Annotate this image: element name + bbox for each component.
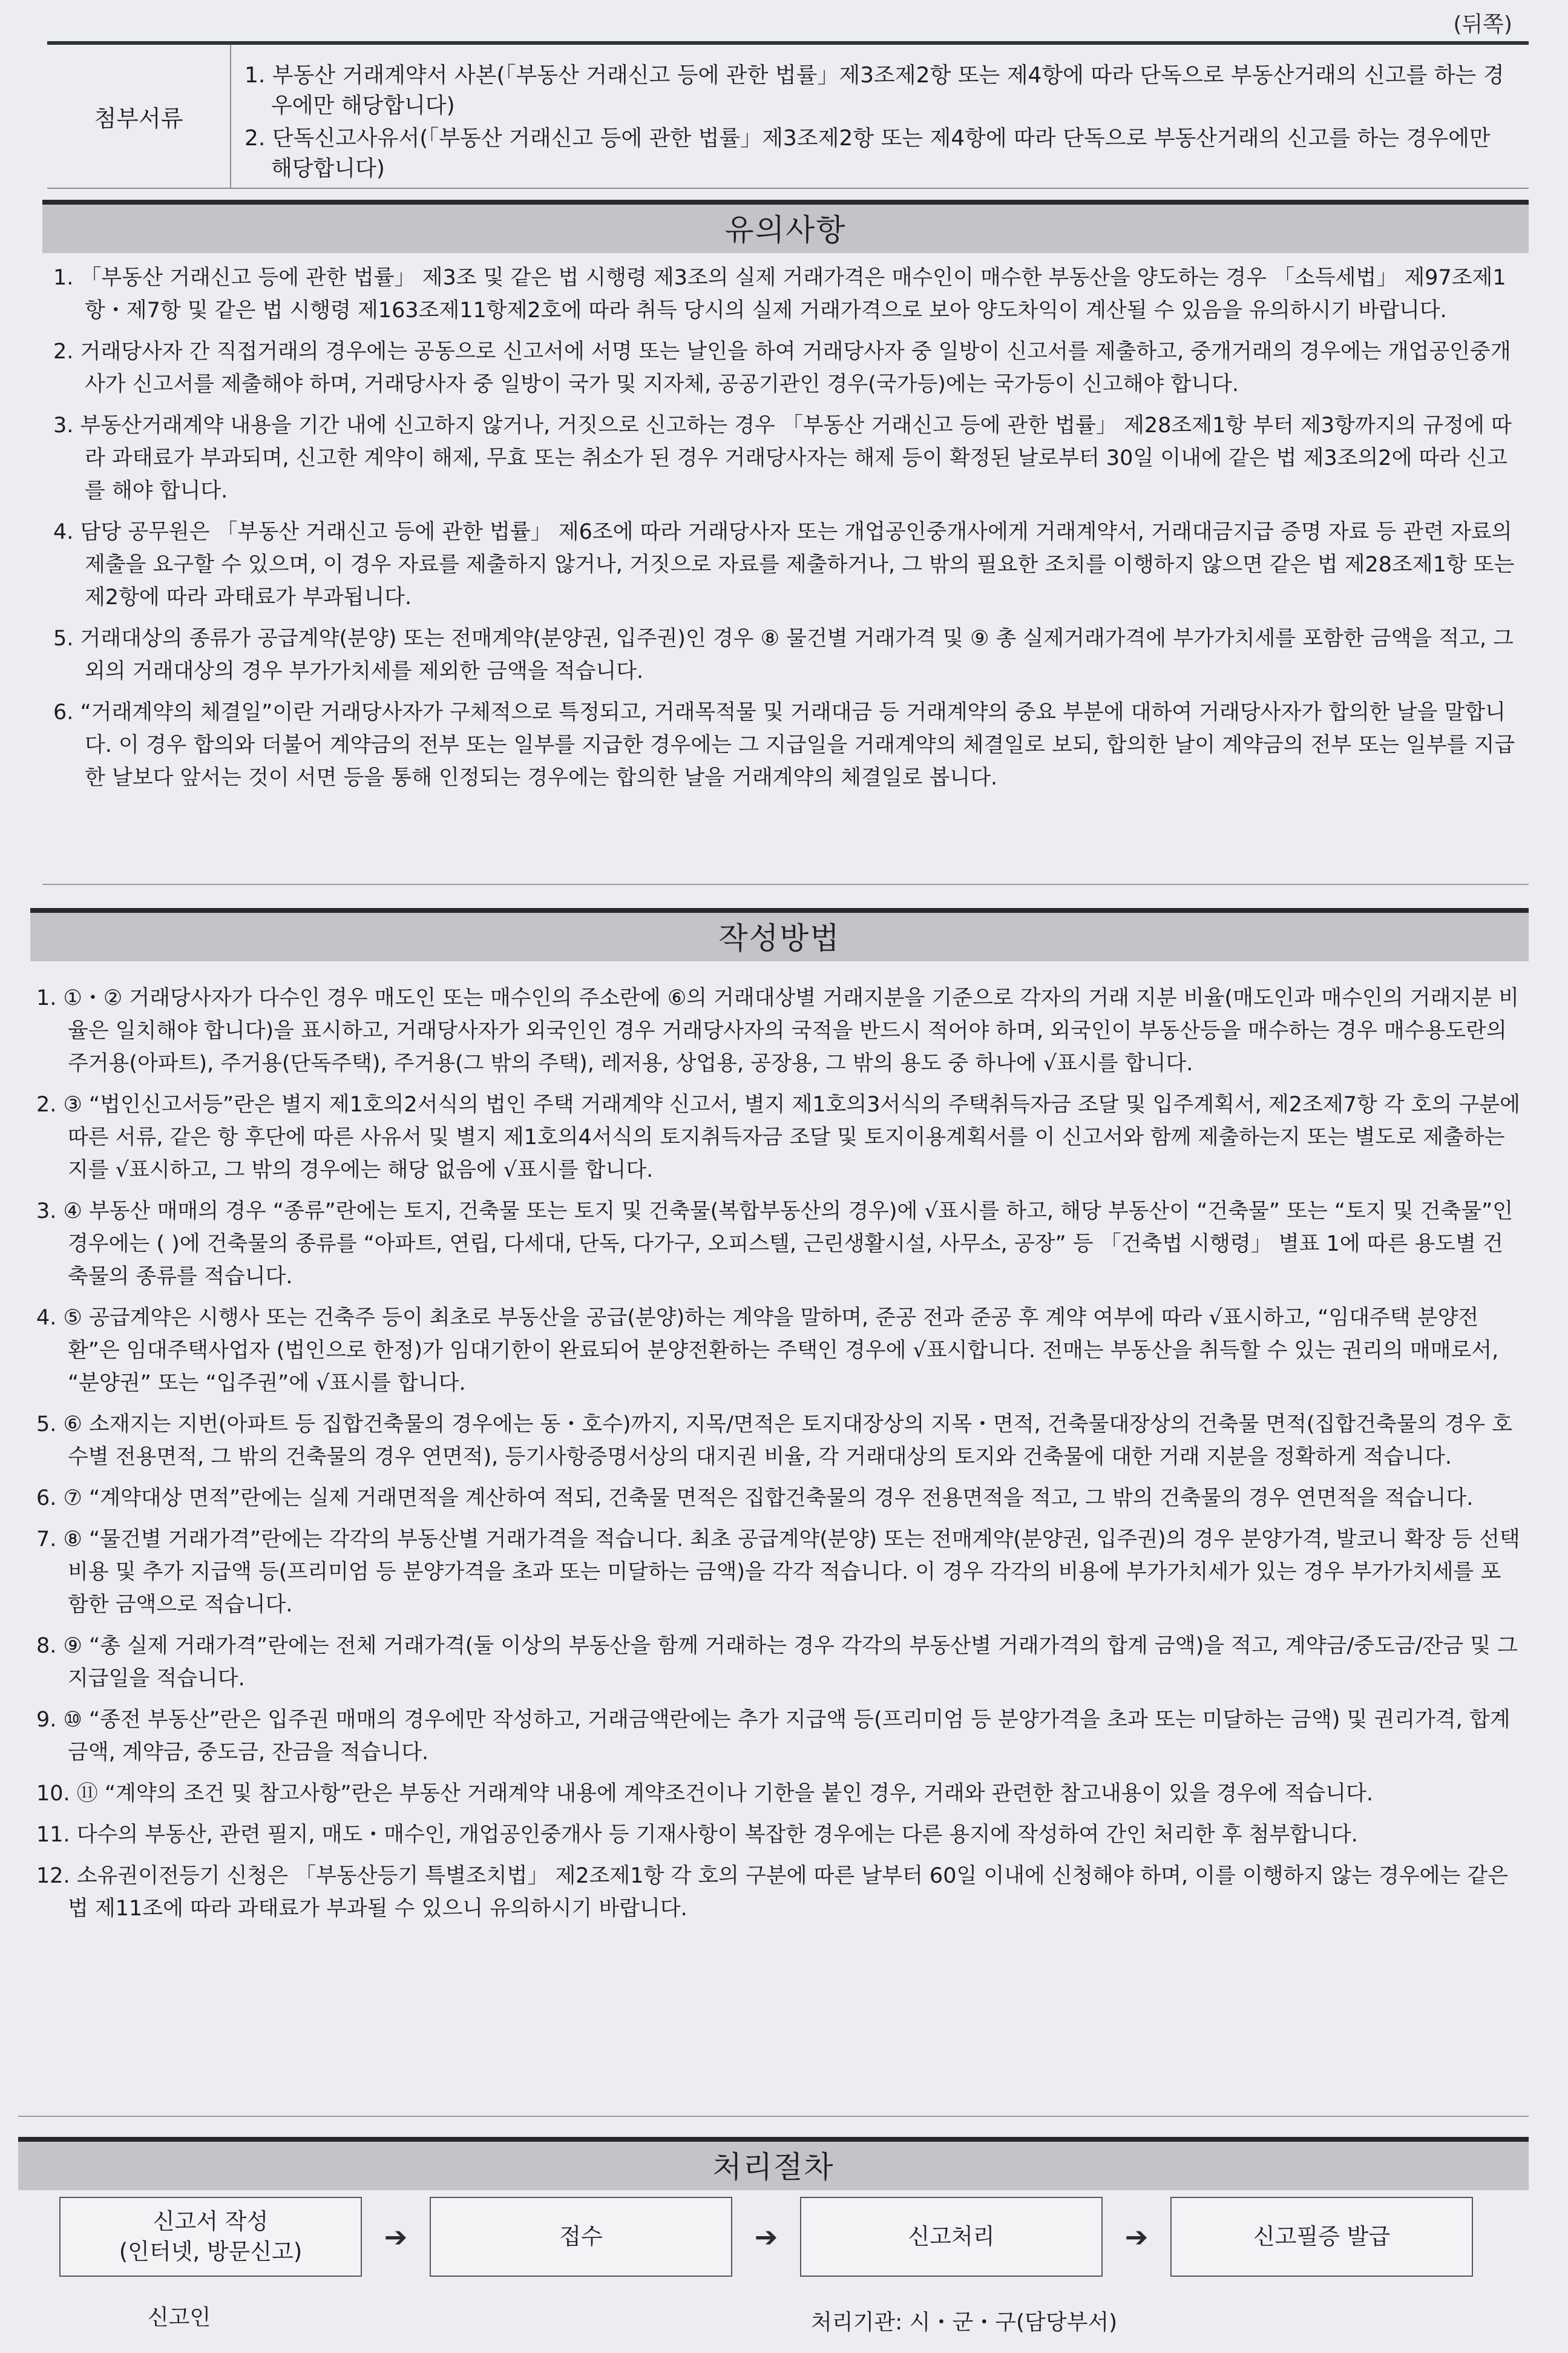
step-label: 신고서 작성 <box>153 2208 269 2234</box>
attachments-list <box>231 45 1529 188</box>
step-sublabel: (인터넷, 방문신고) <box>119 2239 303 2265</box>
notes-title: 유의사항 <box>724 212 847 248</box>
arrow-right-icon: ➔ <box>754 2220 778 2253</box>
method-item: 9. ⑩ “종전 부동산”란은 입주권 매매의 경우에만 작성하고, 거래금액란에는 추가 지급액 등(프리미엄 등 분양가격을 초과 또는 미달하는 금액) 및 권리가격, 합계 금액, 계약금, 중도금, 잔금을 적습니다. <box>36 1708 1511 1765</box>
section-divider <box>18 2116 1529 2117</box>
procedure-title: 처리절차 <box>712 2150 835 2185</box>
attachments-label: 첨부서류 <box>47 45 231 188</box>
note-item: 6. “거래계약의 체결일”이란 거래당사자가 구체적으로 특정되고, 거래목적물 및 거래대금 등 거래계약의 중요 부분에 대하여 거래당사자가 합의한 날을 말합니다. 이 경우 합의와 더불어 계약금의 전부 또는 일부를 지급한 경우에는 그 지급일을 거래계약의 체결일로 보되, 합의한 날이 계약금의 전부 또는 일부를 지급한 날보다 앞서는 것이 서면 등을 통해 인정되는 경우에는 합의한 날을 거래계약의 체결일로 봅니다. <box>53 700 1515 790</box>
method-item: 7. ⑧ “물건별 거래가격”란에는 각각의 부동산별 거래가격을 적습니다. 최초 공급계약(분양) 또는 전매계약(분양권, 입주권)의 경우 분양가격, 발코니 확장 등 선택비용 및 추가 지급액 등(프리미엄 등 분양가격을 초과 또는 미달하는 금액)을 각각 적습니다. 이 경우 각각의 비용에 부가가치세가 있는 경우 부가가치세를 포함한 금액으로 적습니다. <box>36 1527 1520 1617</box>
attachment-item: 1. 부동산 거래계약서 사본(「부동산 거래신고 등에 관한 법률」제3조제2항 또는 제4항에 따라 단독으로 부동산거래의 신고를 하는 경우에만 해당합니다) <box>244 63 1504 118</box>
step-label: 신고처리 <box>908 2223 995 2249</box>
step-processing <box>800 2197 1103 2277</box>
method-item: 8. ⑨ “총 실제 거래가격”란에는 전체 거래가격(둘 이상의 부동산을 함께 거래하는 경우 각각의 부동산별 거래가격의 합계 금액)을 적고, 계약금/중도금/잔금 및 그 지급일을 적습니다. <box>36 1634 1518 1691</box>
note-item: 2. 거래당사자 간 직접거래의 경우에는 공동으로 신고서에 서명 또는 날인을 하여 거래당사자 중 일방이 신고서를 제출하고, 중개거래의 경우에는 개업공인중개사가 신고서를 제출해야 하며, 거래당사자 중 일방이 국가 및 지자체, 공공기관인 경우(국가등)에는 국가등이 신고해야 합니다. <box>53 340 1511 397</box>
note-item: 1. 「부동산 거래신고 등에 관한 법률」 제3조 및 같은 법 시행령 제3조의 실제 거래가격은 매수인이 매수한 부동산을 양도하는 경우 「소득세법」 제97조제1항・제7항 및 같은 법 시행령 제163조제11항제2호에 따라 취득 당시의 실제 거래가격으로 보아 양도차익이 계산될 수 있음을 유의하시기 바랍니다. <box>53 266 1506 323</box>
method-item: 1. ①・② 거래당사자가 다수인 경우 매도인 또는 매수인의 주소란에 ⑥의 거래대상별 거래지분을 기준으로 각자의 거래 지분 비율(매도인과 매수인의 거래지분 비율은 일치해야 합니다)을 표시하고, 거래당사자가 외국인인 경우 거래당사자의 국적을 반드시 적어야 하며, 외국인이 부동산등을 매수하는 경우 매수용도란의 주거용(아파트), 주거용(단독주택), 주거용(그 밖의 주택), 레저용, 상업용, 공장용, 그 밖의 용도 중 하나에 √표시를 합니다. <box>36 986 1519 1076</box>
method-item: 10. ⑪ “계약의 조건 및 참고사항”란은 부동산 거래계약 내용에 계약조건이나 기한을 붙인 경우, 거래와 관련한 참고내용이 있을 경우에 적습니다. <box>36 1782 1373 1806</box>
method-list <box>36 982 1520 1933</box>
note-item: 5. 거래대상의 종류가 공급계약(분양) 또는 전매계약(분양권, 입주권)인 경우 ⑧ 물건별 거래가격 및 ⑨ 총 실제거래가격에 부가가치세를 포함한 금액을 적고, 그 외의 거래대상의 경우 부가가치세를 제외한 금액을 적습니다. <box>53 627 1514 683</box>
section-divider <box>42 884 1529 885</box>
note-item: 4. 담당 공무원은 「부동산 거래신고 등에 관한 법률」 제6조에 따라 거래당사자 또는 개업공인중개사에게 거래계약서, 거래대금지급 증명 자료 등 관련 자료의 제출을 요구할 수 있으며, 이 경우 자료를 제출하지 않거나, 거짓으로 자료를 제출하거나, 그 밖의 필요한 조치를 이행하지 않으면 같은 법 제28조제1항 또는 제2항에 따라 과태료가 부과됩니다. <box>53 520 1515 610</box>
step-label: 신고필증 발급 <box>1253 2223 1391 2249</box>
note-item: 3. 부동산거래계약 내용을 기간 내에 신고하지 않거나, 거짓으로 신고하는 경우 「부동산 거래신고 등에 관한 법률」 제28조제1항 부터 제3항까지의 규정에 따라 과태료가 부과되며, 신고한 계약이 해제, 무효 또는 취소가 된 경우 거래당사자는 해제 등이 확정된 날로부터 30일 이내에 같은 법 제3조의2에 따라 신고를 해야 합니다. <box>53 413 1512 503</box>
method-item: 11. 다수의 부동산, 관련 필지, 매도・매수인, 개업공인중개사 등 기재사항이 복잡한 경우에는 다른 용지에 작성하여 간인 처리한 후 첨부합니다. <box>36 1823 1358 1847</box>
agency-label: 처리기관: 시・군・구(담당부서) <box>811 2310 1118 2335</box>
step-write-report <box>59 2197 362 2277</box>
arrow-right-icon: ➔ <box>384 2220 408 2253</box>
step-receipt <box>430 2197 732 2277</box>
step-label: 접수 <box>559 2223 603 2249</box>
method-item: 5. ⑥ 소재지는 지번(아파트 등 집합건축물의 경우에는 동・호수)까지, 지목/면적은 토지대장상의 지목・면적, 건축물대장상의 건축물 면적(집합건축물의 경우 호수별 전용면적, 그 밖의 건축물의 경우 연면적), 등기사항증명서상의 대지권 비율, 각 거래대상의 토지와 건축물에 대한 거래 지분을 정확하게 적습니다. <box>36 1412 1513 1469</box>
method-item: 12. 소유권이전등기 신청은 「부동산등기 특별조치법」 제2조제1항 각 호의 구분에 따른 날부터 60일 이내에 신청해야 하며, 이를 이행하지 않는 경우에는 같은 법 제11조에 따라 과태료가 부과될 수 있으니 유의하시기 바랍니다. <box>36 1864 1509 1921</box>
procedure-header <box>18 2137 1529 2190</box>
procedure-flow <box>59 2196 1512 2278</box>
notes-header <box>42 200 1529 253</box>
attachments-table <box>47 41 1529 189</box>
notes-list <box>53 262 1518 803</box>
method-item: 6. ⑦ “계약대상 면적”란에는 실제 거래면적을 계산하여 적되, 건축물 면적은 집합건축물의 경우 전용면적을 적고, 그 밖의 건축물의 경우 연면적을 적습니다. <box>36 1486 1474 1510</box>
method-item: 3. ④ 부동산 매매의 경우 “종류”란에는 토지, 건축물 또는 토지 및 건축물(복합부동산의 경우)에 √표시를 하고, 해당 부동산이 “건축물” 또는 “토지 및 건축물”인 경우에는 ( )에 건축물의 종류를 “아파트, 연립, 다세대, 단독, 다가구, 오피스텔, 근린생활시설, 사무소, 공장” 등 「건축법 시행령」 별표 1에 따른 용도별 건축물의 종류를 적습니다. <box>36 1199 1514 1289</box>
method-title: 작성방법 <box>718 921 841 956</box>
method-header <box>30 908 1529 961</box>
arrow-right-icon: ➔ <box>1124 2220 1149 2253</box>
step-certificate-issue <box>1170 2197 1473 2277</box>
method-item: 2. ③ “법인신고서등”란은 별지 제1호의2서식의 법인 주택 거래계약 신고서, 별지 제1호의3서식의 주택취득자금 조달 및 입주계획서, 제2조제7항 각 호의 구분에 따른 서류, 같은 항 후단에 따른 사유서 및 별지 제1호의4서식의 토지취득자금 조달 및 토지이용계획서를 이 신고서와 함께 제출하는지 또는 별도로 제출하는지를 √표시하고, 그 밖의 경우에는 해당 없음에 √표시를 합니다. <box>36 1093 1520 1182</box>
reporter-label: 신고인 <box>148 2305 211 2330</box>
method-item: 4. ⑤ 공급계약은 시행사 또는 건축주 등이 최초로 부동산을 공급(분양)하는 계약을 말하며, 준공 전과 준공 후 계약 여부에 따라 √표시하고, “임대주택 분양전환”은 임대주택사업자 (법인으로 한정)가 임대기한이 완료되어 분양전환하는 주택인 경우에 √표시합니다. 전매는 부동산을 취득할 수 있는 권리의 매매로서, “분양권” 또는 “입주권”에 √표시를 합니다. <box>36 1306 1499 1395</box>
back-side-label: (뒤쪽) <box>1453 12 1512 37</box>
attachment-item: 2. 단독신고사유서(「부동산 거래신고 등에 관한 법률」제3조제2항 또는 제4항에 따라 단독으로 부동산거래의 신고를 하는 경우에만 해당합니다) <box>244 126 1491 181</box>
